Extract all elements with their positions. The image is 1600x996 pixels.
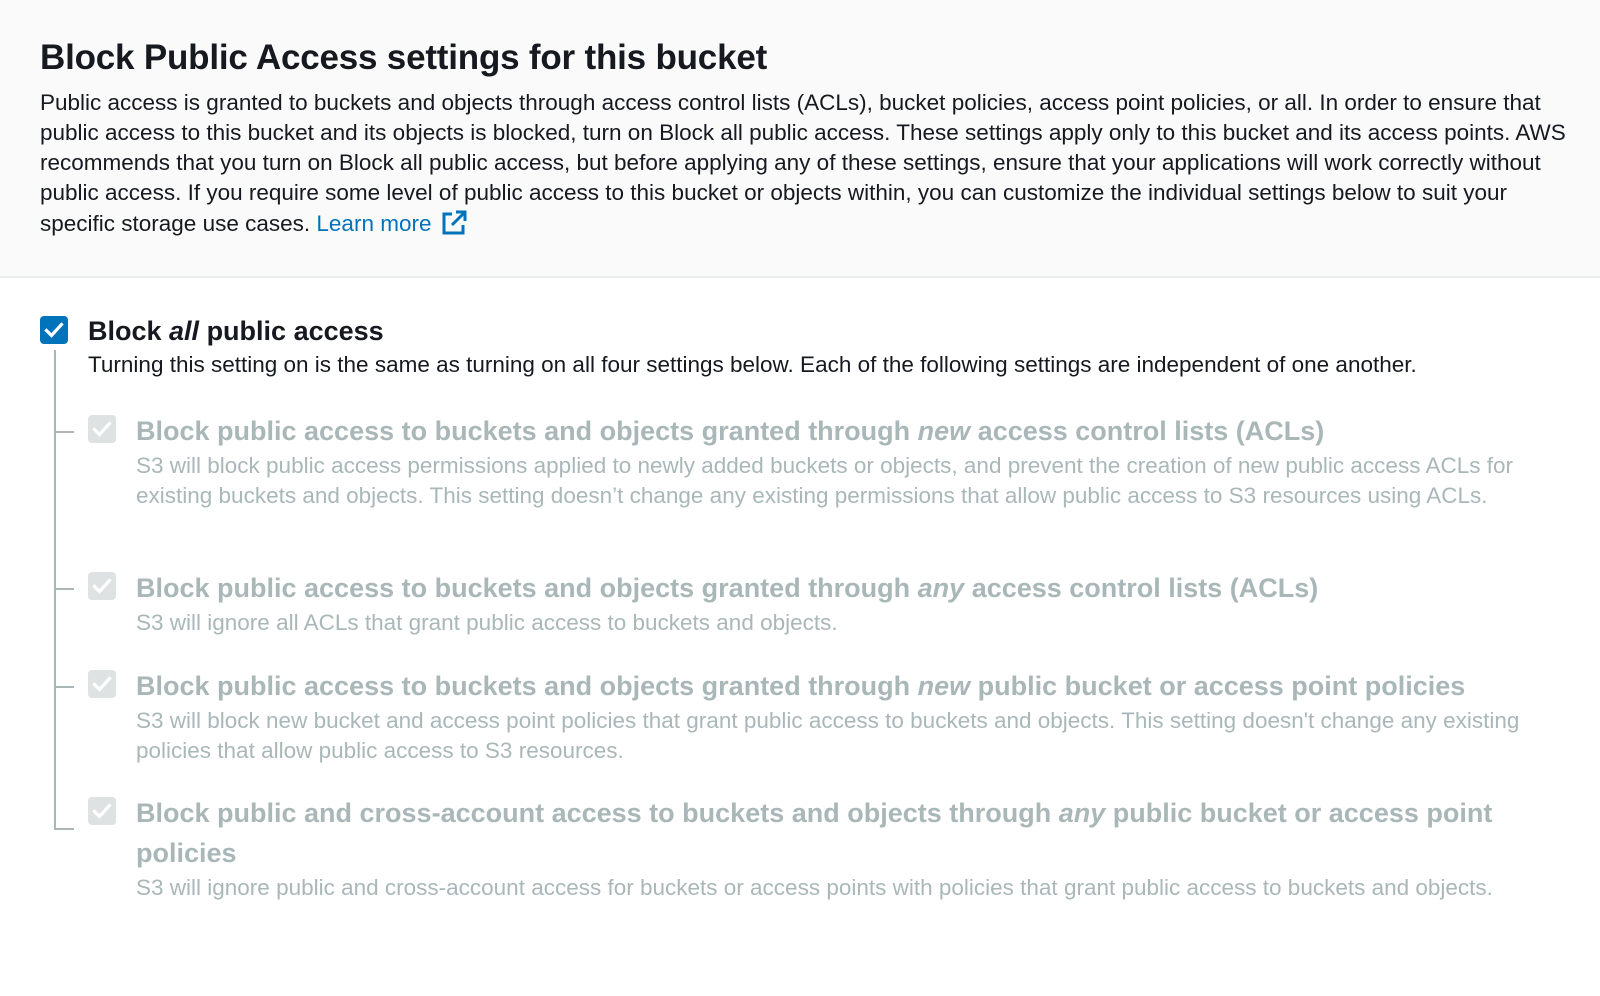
- option-any-policies-label: [136, 793, 1556, 873]
- option-label-post: public bucket or access point policies: [970, 671, 1466, 701]
- section-description-text: Public access is granted to buckets and objects through access control lists (ACLs), bucket policies, access point policies, or all. In order to ensure that public access to this bucket and its objects is blocked, turn on Block all public access. These settings apply only to this bucket and its access points. AWS recommends that you turn on Block all public access, but before applying any of these settings, ensure that your applications will work correctly without public access. If you require some level of public access to this bucket or objects within, you can customize the individual settings below to suit your specific storage use cases.: [40, 90, 1566, 236]
- option-label-post: public bucket or access point policies: [136, 798, 1493, 868]
- block-all-description: Turning this setting on is the same as turning on all four settings below. Each of the following settings are independent of one another.: [88, 352, 1417, 377]
- option-label-pre: Block public and cross-account access to buckets and objects through: [136, 798, 1059, 828]
- learn-more-link[interactable]: [316, 211, 469, 236]
- option-any-policies-checkbox[interactable]: [88, 797, 116, 825]
- option-label-pre: Block public access to buckets and objects granted through: [136, 671, 918, 701]
- option-any-acls-description: S3 will ignore all ACLs that grant public access to buckets and objects.: [136, 610, 838, 635]
- option-label-post: access control lists (ACLs): [970, 416, 1325, 446]
- learn-more-label: Learn more: [316, 211, 432, 236]
- checkmark-icon: [88, 797, 116, 825]
- option-label-em: new: [917, 416, 971, 446]
- checkmark-icon: [88, 415, 116, 443]
- option-new-acls-description: S3 will block public access permissions applied to newly added buckets or objects, and prevent the creation of new public access ACLs for existing buckets and objects. This setting doesn’t change any existing permissions that allow public access to S3 resources using ACLs.: [136, 453, 1513, 508]
- option-label-em: any: [1058, 798, 1106, 828]
- section-description: [40, 88, 1570, 239]
- option-label-em: new: [917, 671, 971, 701]
- tree-connector-branch: [54, 686, 74, 688]
- option-any-acls-checkbox[interactable]: [88, 572, 116, 600]
- option-new-policies-description: S3 will block new bucket and access point policies that grant public access to buckets and objects. This setting doesn't change any existing policies that allow public access to S3 resources.: [136, 708, 1520, 763]
- option-label-pre: Block public access to buckets and objects granted through: [136, 416, 918, 446]
- tree-connector-branch: [54, 431, 74, 433]
- option-any-policies-description: S3 will ignore public and cross-account access for buckets or access points with policies that grant public access to buckets and objects.: [136, 875, 1493, 900]
- option-new-policies-label: [136, 666, 1556, 706]
- option-label-post: access control lists (ACLs): [964, 573, 1319, 603]
- external-link-icon: [439, 208, 469, 238]
- tree-connector-branch: [54, 828, 74, 830]
- block-all-label-post: public access: [199, 316, 384, 346]
- option-label-pre: Block public access to buckets and objects granted through: [136, 573, 918, 603]
- checkmark-icon: [88, 572, 116, 600]
- block-public-access-header: [0, 0, 1600, 278]
- block-all-label[interactable]: [88, 314, 384, 348]
- checkmark-icon: [40, 316, 68, 344]
- option-new-acls-label: [136, 411, 1556, 451]
- option-new-policies-checkbox[interactable]: [88, 670, 116, 698]
- option-new-acls-checkbox[interactable]: [88, 415, 116, 443]
- option-label-em: any: [917, 573, 965, 603]
- block-all-label-em: all: [169, 316, 200, 346]
- tree-connector-branch: [54, 588, 74, 590]
- checkmark-icon: [88, 670, 116, 698]
- block-all-label-pre: Block: [88, 316, 170, 346]
- section-title: Block Public Access settings for this bucket: [40, 38, 768, 77]
- block-all-checkbox[interactable]: [40, 316, 68, 344]
- option-any-acls-label: [136, 568, 1556, 608]
